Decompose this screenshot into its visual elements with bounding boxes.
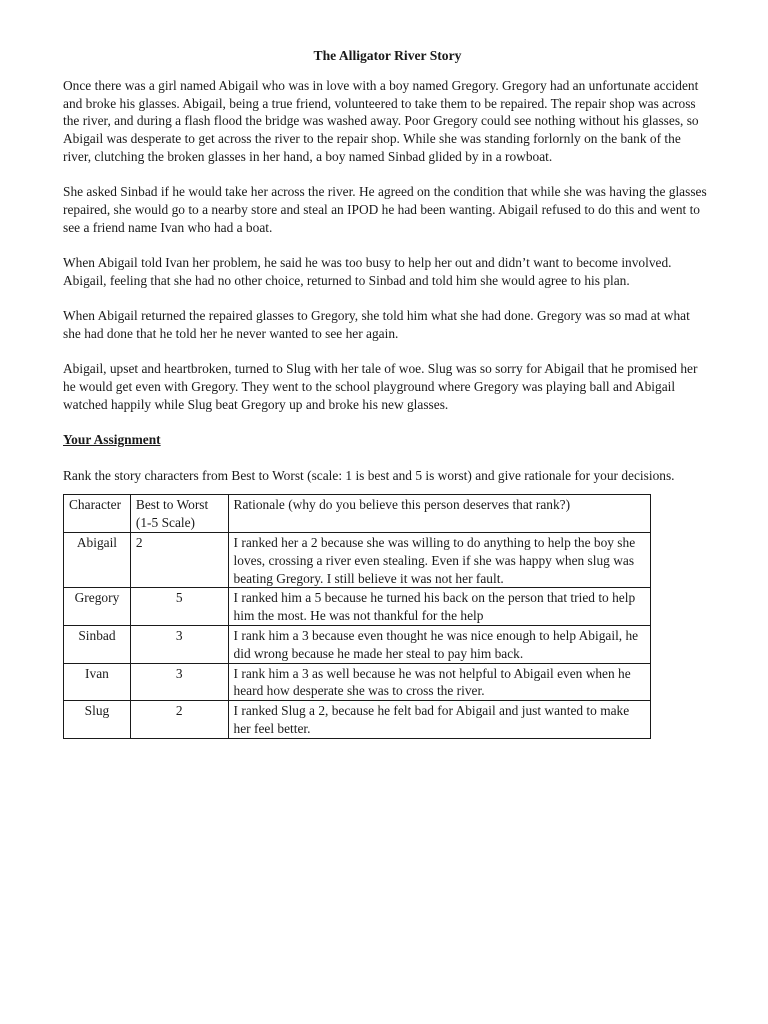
rationale-text: I ranked Slug a 2, because he felt bad for Abigail and just wanted to make her feel better. xyxy=(228,701,650,739)
header-rank: Best to Worst (1-5 Scale) xyxy=(130,495,228,533)
rank-value: 3 xyxy=(130,663,228,701)
rank-value: 5 xyxy=(130,588,228,626)
rationale-text: I rank him a 3 because even thought he was nice enough to help Abigail, he did wrong because he made her steal to pay him back. xyxy=(228,625,650,663)
assignment-heading: Your Assignment xyxy=(63,432,161,448)
character-name: Slug xyxy=(64,701,131,739)
story-paragraph-2: She asked Sinbad if he would take her across the river. He agreed on the condition that while she was having the glasses repaired, she would go to a nearby store and steal an IPOD he had been wanting. Abigail refused to do this and went to see a friend name Ivan who had a boat. xyxy=(63,184,707,235)
story-paragraph-3: When Abigail told Ivan her problem, he said he was too busy to help her out and didn’t want to become involved. Abigail, feeling that she had no other choice, returned to Sinbad and told him she would agree to his plan. xyxy=(63,255,672,288)
character-name: Ivan xyxy=(64,663,131,701)
character-name: Gregory xyxy=(64,588,131,626)
rationale-text: I ranked her a 2 because she was willing to do anything to help the boy she loves, crossing a river even stealing. Even if she was happy when slug was beating Gregory. I still believe it was not her fault. xyxy=(228,532,650,587)
table-row xyxy=(64,625,651,663)
ranking-table xyxy=(63,494,651,738)
header-rationale: Rationale (why do you believe this person deserves that rank?) xyxy=(228,495,650,533)
rank-value: 3 xyxy=(130,625,228,663)
table-header-row xyxy=(64,495,651,533)
story-paragraph-4: When Abigail returned the repaired glasses to Gregory, she told him what she had done. Gregory was so mad at what she had done that he told her he never wanted to see her again. xyxy=(63,308,690,342)
document-title: The Alligator River Story xyxy=(313,48,462,63)
assignment-instructions: Rank the story characters from Best to Worst (scale: 1 is best and 5 is worst) and give rationale for your decisions. xyxy=(63,467,675,483)
rationale-text: I ranked him a 5 because he turned his back on the person that tried to help him the most. He was not thankful for the help xyxy=(228,588,650,626)
rank-value: 2 xyxy=(130,701,228,739)
table-row xyxy=(64,588,651,626)
character-name: Sinbad xyxy=(64,625,131,663)
character-name: Abigail xyxy=(64,532,131,587)
rank-value: 2 xyxy=(130,532,228,587)
rationale-text: I rank him a 3 as well because he was not helpful to Abigail even when he heard how desperate she was to cross the river. xyxy=(228,663,650,701)
story-paragraph-1: Once there was a girl named Abigail who was in love with a boy named Gregory. Gregory had an unfortunate accident and broke his glasses. Abigail, being a true friend, volunteered to take them to be repaired. The repair shop was across the river, and during a flash flood the bridge was washed away. Poor Gregory could see nothing without his glasses, so Abigail was desperate to get across the river to the repair shop. While she was standing forlornly on the bank of the river, clutching the broken glasses in her hand, a boy named Sinbad glided by in a rowboat. xyxy=(63,77,699,164)
table-row xyxy=(64,663,651,701)
table-row xyxy=(64,532,651,587)
table-row xyxy=(64,701,651,739)
story-paragraph-5: Abigail, upset and heartbroken, turned to Slug with her tale of woe. Slug was so sorry for Abigail that he promised her he would get even with Gregory. They went to the school playground where Gregory was playing ball and Abigail watched happily while Slug beat Gregory up and broke his new glasses. xyxy=(63,361,698,412)
header-character: Character xyxy=(64,495,131,533)
